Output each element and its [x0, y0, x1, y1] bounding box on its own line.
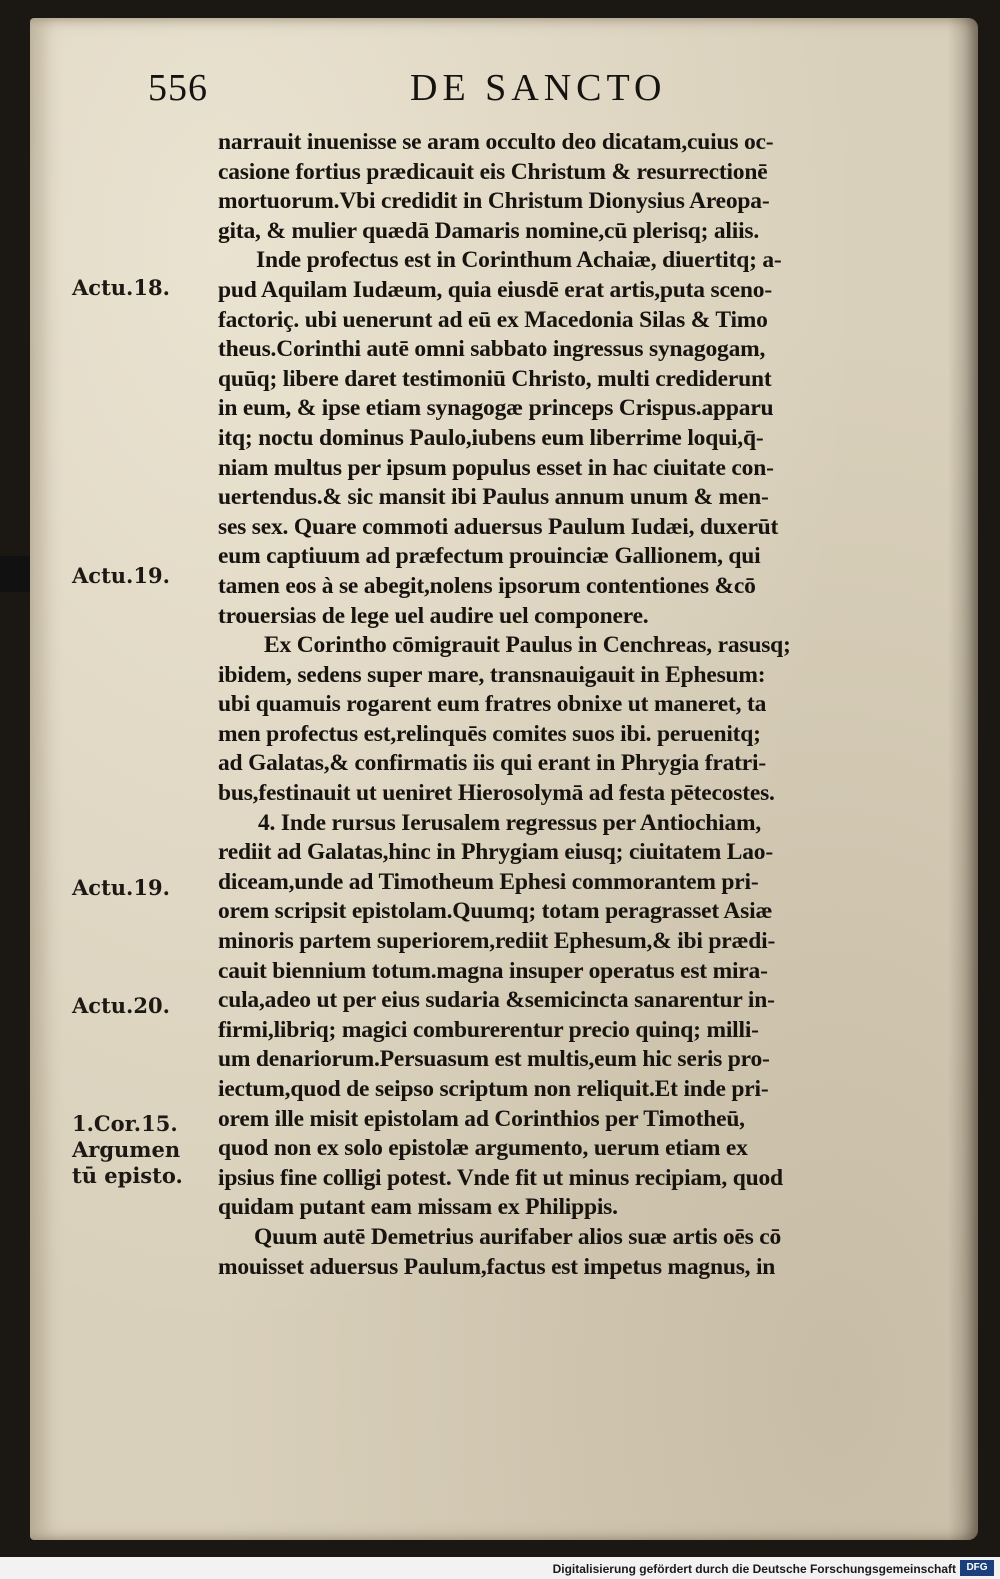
margin-note: tū episto. [72, 1163, 183, 1188]
text-line: uertendus.& sic mansit ibi Paulus annum unum & men- [218, 484, 769, 511]
text-line: diceam,unde ad Timotheum Ephesi commorantem pri- [218, 868, 759, 895]
text-line: orem scripsit epistolam.Quumq; totam peragrasset Asiæ [218, 898, 773, 925]
text-line: orem ille misit epistolam ad Corinthios per Timotheū, [218, 1105, 745, 1132]
text-line: trouersias de lege uel audire uel componere. [218, 602, 649, 629]
margin-note: Actu.20. [72, 993, 170, 1018]
text-line: quod non ex solo epistolæ argumento, uerum etiam ex [218, 1135, 748, 1162]
text-line: quidam putant eam missam ex Philippis. [218, 1194, 618, 1221]
text-line: cula,adeo ut per eius sudaria &semicincta sanarentur in- [218, 987, 775, 1014]
funding-notice: Digitalisierung gefördert durch die Deutsche Forschungsgemeinschaft [552, 1562, 956, 1576]
text-line: in eum, & ipse etiam synagogæ princeps Crispus.apparu [218, 395, 774, 422]
text-line: minoris partem superiorem,rediit Ephesum,& ibi prædi- [218, 928, 776, 955]
text-line: cauit biennium totum.magna insuper operatus est mira- [218, 957, 768, 984]
page-number: 556 [148, 67, 208, 109]
text-line: Quum autē Demetrius aurifaber alios suæ artis oēs cō [254, 1223, 782, 1250]
text-line: Inde profectus est in Corinthum Achaiæ, diuertitq; a- [256, 247, 782, 274]
margin-note: Actu.18. [72, 275, 170, 300]
dfg-logo: DFG [960, 1560, 994, 1576]
text-line: men profectus est,relinquēs comites suos ibi. peruenitq; [218, 720, 761, 747]
page-header [148, 66, 668, 126]
text-line: factoriç. ubi uenerunt ad eū ex Macedonia Silas & Timo [218, 306, 768, 333]
text-line: narrauit inuenisse se aram occulto deo dicatam,cuius oc- [218, 129, 774, 155]
page-edge-shadow [948, 18, 978, 1540]
text-line: mouisset aduersus Paulum,factus est impetus magnus, in [218, 1253, 776, 1280]
text-line: ipsius fine colligi potest. Vnde fit ut minus recipiam, quod [218, 1164, 783, 1191]
text-line: niam multus per ipsum populus esset in hac ciuitate con- [218, 454, 774, 481]
text-line: ad Galatas,& confirmatis iis qui erant in Phrygia fratri- [218, 750, 766, 777]
text-line: gita, & mulier quædā Damaris nomine,cū plerisq; aliis. [218, 217, 760, 244]
text-line: rediit ad Galatas,hinc in Phrygiam eiusq; ciuitatem Lao- [218, 839, 773, 866]
text-line: tamen eos à se abegit,nolens ipsorum contentiones &cō [218, 572, 756, 599]
text-line: theus.Corinthi autē omni sabbato ingressus synagogam, [218, 336, 766, 363]
text-line: firmi,libriq; magici comburerentur precio quinq; milli- [218, 1016, 759, 1043]
footer-bar [0, 1557, 1000, 1579]
margin-note: 1.Cor.15. [72, 1111, 178, 1136]
margin-note: Actu.19. [72, 563, 170, 588]
text-line: eum captiuum ad præfectum prouinciæ Gallionem, qui [218, 543, 761, 570]
text-line: ubi quamuis rogarent eum fratres obnixe ut maneret, ta [218, 691, 767, 718]
page-tab-mark [0, 556, 30, 592]
text-line: um denariorum.Persuasum est multis,eum hic seris pro- [218, 1046, 770, 1073]
margin-note: Argumen [72, 1137, 181, 1162]
text-line: bus,festinauit ut ueniret Hierosolymā ad festa pētecostes. [218, 780, 775, 807]
text-line: quūq; libere daret testimoniū Christo, multi crediderunt [218, 365, 772, 392]
text-line: mortuorum.Vbi credidit in Christum Dionysius Areopa- [218, 188, 770, 215]
text-line: 4. Inde rursus Ierusalem regressus per Antiochiam, [258, 809, 762, 836]
margin-note: Actu.19. [72, 875, 170, 900]
text-line: ibidem, sedens super mare, transnauigauit in Ephesum: [218, 661, 766, 688]
text-line: pud Aquilam Iudæum, quia eiusdē erat artis,puta sceno- [218, 276, 772, 303]
text-line: Ex Corintho cōmigrauit Paulus in Cenchreas, rasusq; [264, 632, 791, 659]
text-line: ses sex. Quare commoti aduersus Paulum Iudæi, duxerūt [218, 513, 779, 540]
text-line: itq; noctu dominus Paulo,iubens eum liberrime loqui,q̄- [218, 424, 764, 451]
body-text [218, 128, 946, 1282]
running-head: DE SANCTO [410, 67, 667, 109]
text-line: casione fortius prædicauit eis Christum & resurrectionē [218, 158, 768, 185]
text-line: iectum,quod de seipso scriptum non reliquit.Et inde pri- [218, 1076, 769, 1102]
